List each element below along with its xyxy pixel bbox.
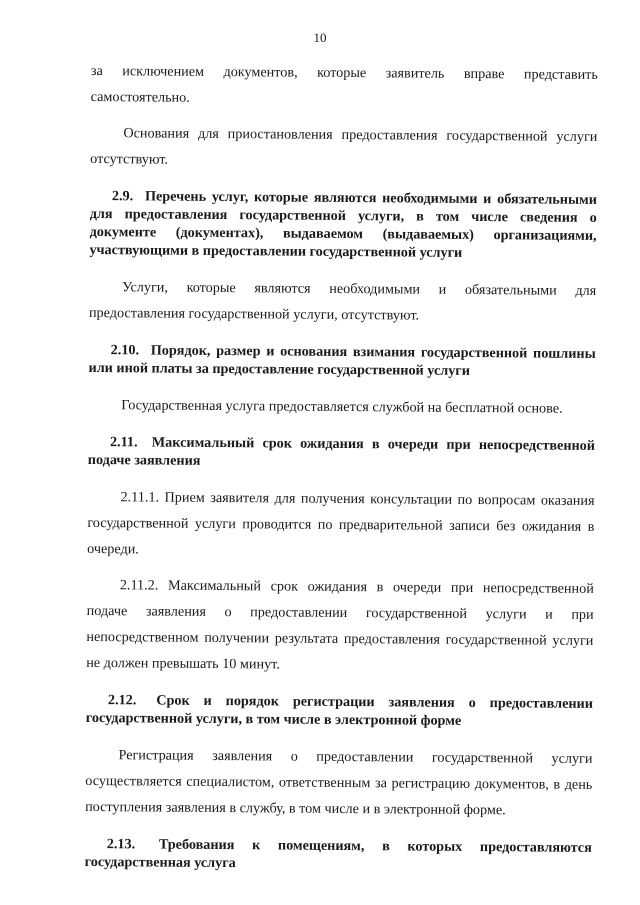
paragraph-suspension-grounds: Основания для приостановления предоставления государственной услуги отсутствуют. bbox=[90, 125, 598, 168]
paragraph-fee: Государственная услуга предоставляется службой на бесплатной основе. bbox=[121, 397, 563, 417]
paragraph-2-11-2: 2.11.2. Максимальный срок ожидания в очереди при непосредственной подаче заявления о предоставлении государственной услуги и при непосредственном получении результата предоставления государственной услуги не должен превышать 10 минут. bbox=[86, 577, 594, 673]
heading-2-9-number: 2.9. bbox=[111, 188, 134, 205]
paragraph-registration: Регистрация заявления о предоставлении государственной услуги осуществляется специалистом, ответственным за регистрацию документов, в день поступления заявления в службу, в том числе и в электронной форме. bbox=[85, 747, 593, 819]
heading-2-9 bbox=[89, 187, 597, 263]
paragraph-2-11-1: 2.11.1. Прием заявителя для получения консультации по вопросам оказания государственной услуги проводится по предварительной записи без ожидания в очереди. bbox=[87, 489, 595, 558]
page-number: 10 bbox=[313, 30, 327, 45]
heading-2-13-text: Требования к помещениям, в которых предоставляются государственная услуга bbox=[84, 836, 592, 872]
heading-2-12 bbox=[86, 691, 593, 731]
heading-2-11-number: 2.11. bbox=[109, 434, 138, 451]
paragraph-required-services: Услуги, которые являются необходимыми и обязательными для предоставления государственной услуги, отсутствуют. bbox=[88, 279, 597, 324]
heading-2-13-number: 2.13. bbox=[106, 836, 136, 853]
heading-2-9-text: Перечень услуг, которые являются необходимыми и обязательными для предоставления государственной услуги, в том числе сведения о документе (документах), выдаваемом (выдаваемых) организациями, участвующими в предоставлении государственной услуги bbox=[89, 188, 597, 261]
heading-2-13 bbox=[85, 835, 592, 875]
paragraph-continuation: за исключением документов, которые заявитель вправе представить самостоятельно. bbox=[90, 62, 598, 106]
document-body bbox=[84, 58, 597, 890]
heading-2-10 bbox=[88, 341, 595, 381]
heading-2-11 bbox=[88, 433, 595, 473]
heading-2-10-text: Порядок, размер и основания взимания государственной пошлины или иной платы за предоставление государственной услуги bbox=[88, 342, 596, 379]
heading-2-11-text: Максимальный срок ожидания в очереди при непосредственной подаче заявления bbox=[87, 434, 596, 469]
heading-2-10-number: 2.10. bbox=[110, 342, 140, 359]
heading-2-12-text: Срок и порядок регистрации заявления о предоставлении государственной услуги, в том числе в электронной форме bbox=[85, 692, 594, 729]
heading-2-12-number: 2.12. bbox=[107, 692, 137, 709]
